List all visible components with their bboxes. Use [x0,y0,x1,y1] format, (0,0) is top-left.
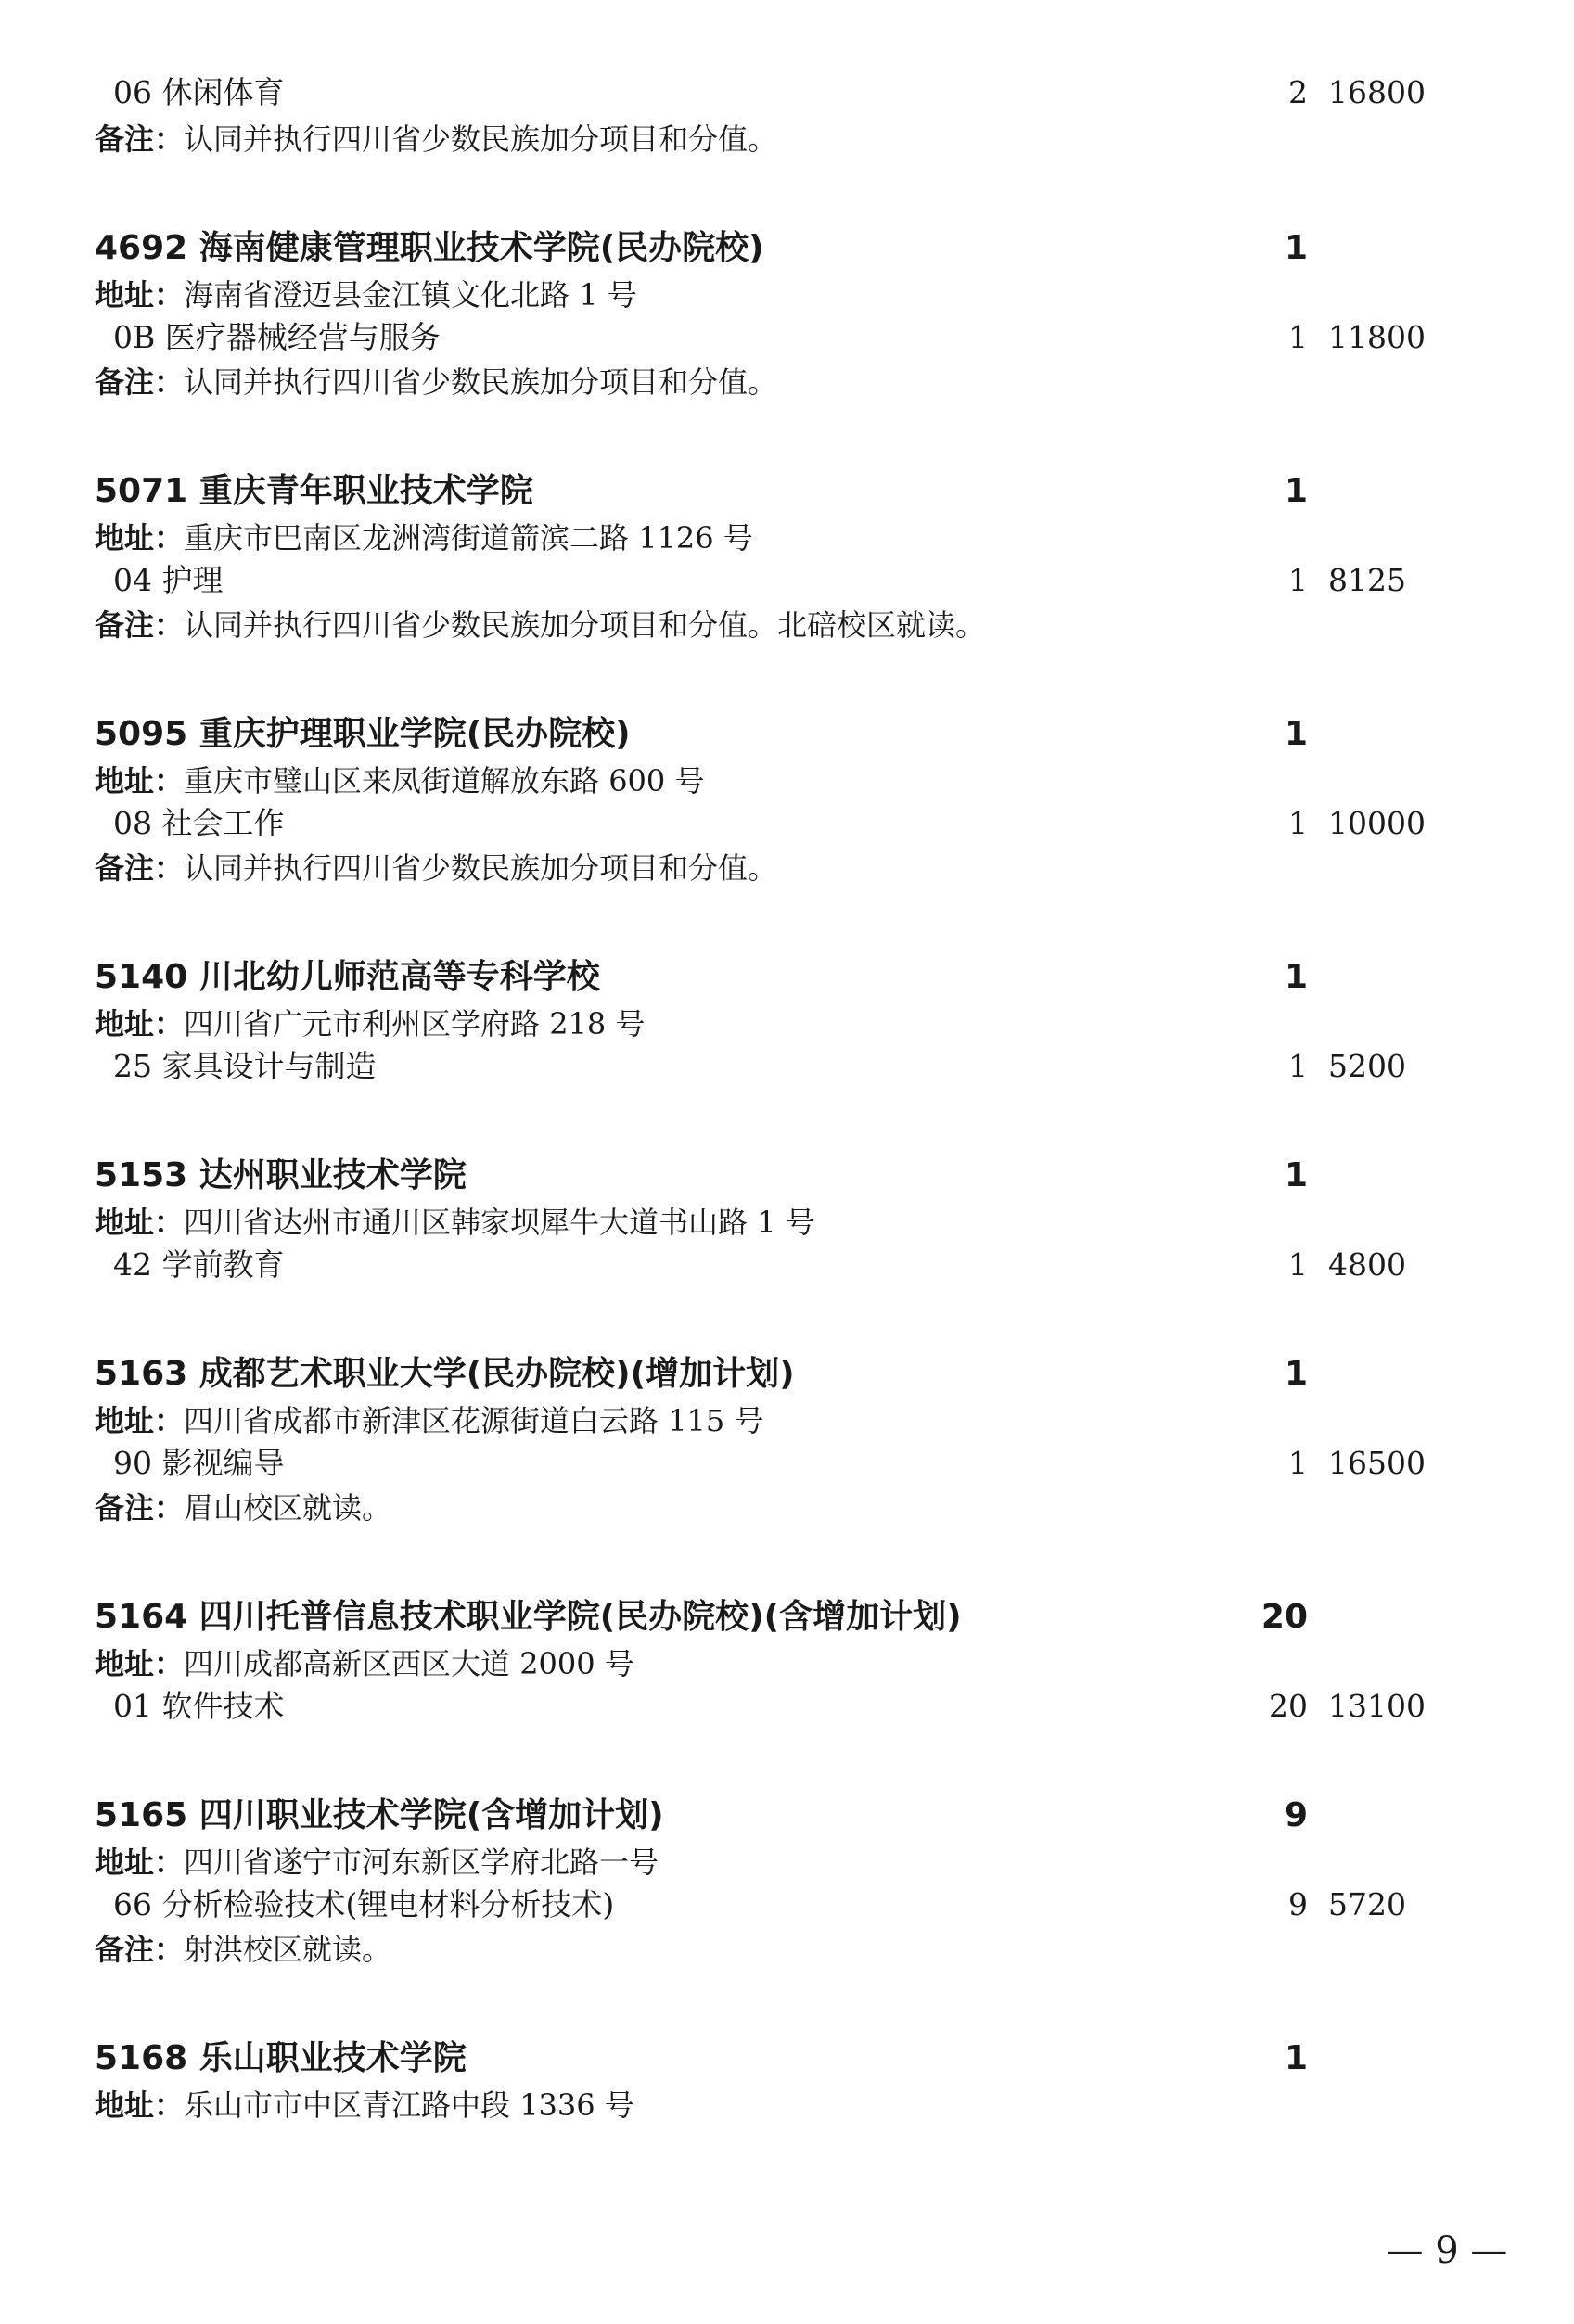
school-quota: 1 [1284,1156,1308,1194]
school-title: 5153 达州职业技术学院 [95,1156,467,1194]
school-header [0,1794,1574,1838]
major-code-name: 04 护理 [113,562,224,598]
address-row [0,1840,1574,1884]
school-quota: 1 [1284,715,1308,753]
address [95,516,753,560]
school-quota: 1 [1284,472,1308,510]
address-row [0,2083,1574,2127]
major-count: 2 [1288,74,1308,110]
address-text: 重庆市巴南区龙洲湾街道箭滨二路 1126 号 [184,520,753,555]
school-title: 5165 四川职业技术学院(含增加计划) [95,1796,664,1834]
address-label: 地址： [95,1845,185,1880]
address-text: 四川成都高新区西区大道 2000 号 [184,1646,634,1681]
remark-row [0,1927,1574,1972]
school-header [0,1154,1574,1198]
major-count: 9 [1288,1886,1308,1922]
remark-row [0,1486,1574,1530]
remark [95,117,777,161]
major-fee: 5200 [1328,1048,1406,1084]
address [95,1641,634,1686]
address [95,1200,815,1245]
address-row [0,1398,1574,1443]
address-label: 地址： [95,1646,185,1681]
remark-row [0,846,1574,890]
address-text: 乐山市市中区青江路中段 1336 号 [184,2088,634,2123]
address-label: 地址： [95,1205,185,1240]
remark [95,1486,391,1530]
major-code-name: 0B 医疗器械经营与服务 [113,319,441,355]
major-row [0,70,1574,115]
major-row [0,1883,1574,1927]
remark-label: 备注： [95,1490,185,1526]
address [95,759,704,803]
major-fee: 4800 [1328,1246,1406,1283]
major-count: 20 [1269,1688,1308,1724]
school-quota: 9 [1284,1796,1308,1834]
major-row [0,1044,1574,1089]
school-quota: 1 [1284,229,1308,267]
major-count: 1 [1288,562,1308,598]
remark-text: 认同并执行四川省少数民族加分项目和分值。 [184,364,778,400]
major-fee: 16500 [1328,1445,1426,1481]
school-quota: 20 [1260,1598,1308,1636]
major-code-name: 90 影视编导 [113,1445,285,1481]
major-row [0,1684,1574,1729]
address-text: 四川省广元市利州区学府路 218 号 [184,1006,646,1041]
address-row [0,759,1574,803]
major-code-name: 25 家具设计与制造 [113,1048,377,1084]
address-label: 地址： [95,1403,185,1438]
school-title: 4692 海南健康管理职业技术学院(民办院校) [95,229,764,267]
school-title: 5071 重庆青年职业技术学院 [95,472,533,510]
major-count: 1 [1288,1246,1308,1283]
address [95,2083,634,2127]
address-text: 海南省澄迈县金江镇文化北路 1 号 [184,277,637,313]
school-header [0,469,1574,514]
remark [95,603,985,647]
remark-label: 备注： [95,364,185,400]
major-fee: 11800 [1328,319,1426,355]
page-number: — 9 — [1386,2229,1508,2272]
school-title: 5168 乐山职业技术学院 [95,2039,467,2077]
address [95,1840,659,1884]
remark [95,1927,391,1972]
address [95,273,637,317]
school-quota: 1 [1284,1355,1308,1393]
major-fee: 16800 [1328,74,1426,110]
remark-text: 眉山校区就读。 [184,1490,392,1526]
remark-text: 认同并执行四川省少数民族加分项目和分值。 [184,850,778,886]
remark-label: 备注： [95,121,185,157]
major-row [0,558,1574,603]
address-row [0,273,1574,317]
major-code-name: 42 学前教育 [113,1246,285,1283]
remark-text: 射洪校区就读。 [184,1932,392,1967]
major-code-name: 66 分析检验技术(锂电材料分析技术) [113,1886,615,1922]
remark [95,846,777,890]
address-text: 重庆市璧山区来凤街道解放东路 600 号 [184,763,705,798]
school-header [0,712,1574,757]
address-row [0,1002,1574,1046]
address-label: 地址： [95,2088,185,2123]
school-title: 5164 四川托普信息技术职业学院(民办院校)(含增加计划) [95,1598,962,1636]
major-code-name: 06 休闲体育 [113,74,285,110]
major-count: 1 [1288,1445,1308,1481]
address-label: 地址： [95,763,185,798]
major-count: 1 [1288,319,1308,355]
school-quota: 1 [1284,2039,1308,2077]
school-header [0,955,1574,1000]
remark-row [0,603,1574,647]
address-text: 四川省达州市通川区韩家坝犀牛大道书山路 1 号 [184,1205,815,1240]
major-fee: 13100 [1328,1688,1426,1724]
major-code-name: 01 软件技术 [113,1688,285,1724]
address [95,1002,645,1046]
address [95,1398,763,1443]
address-label: 地址： [95,277,185,313]
remark-label: 备注： [95,1932,185,1967]
remark [95,360,777,404]
major-count: 1 [1288,805,1308,841]
major-fee: 8125 [1328,562,1406,598]
remark-label: 备注： [95,607,185,643]
address-row [0,1200,1574,1245]
address-text: 四川省遂宁市河东新区学府北路一号 [184,1845,659,1880]
major-code-name: 08 社会工作 [113,805,285,841]
address-text: 四川省成都市新津区花源街道白云路 115 号 [184,1403,764,1438]
address-row [0,1641,1574,1686]
school-title: 5163 成都艺术职业大学(民办院校)(增加计划) [95,1355,795,1393]
major-count: 1 [1288,1048,1308,1084]
remark-text: 认同并执行四川省少数民族加分项目和分值。 [184,121,778,157]
major-row [0,801,1574,846]
remark-row [0,117,1574,161]
remark-text: 认同并执行四川省少数民族加分项目和分值。北碚校区就读。 [184,607,986,643]
address-label: 地址： [95,520,185,555]
major-row [0,1441,1574,1486]
school-quota: 1 [1284,958,1308,996]
school-header [0,226,1574,271]
school-header [0,1595,1574,1640]
school-title: 5140 川北幼儿师范高等专科学校 [95,958,600,996]
school-title: 5095 重庆护理职业学院(民办院校) [95,715,631,753]
remark-row [0,360,1574,404]
address-label: 地址： [95,1006,185,1041]
major-fee: 10000 [1328,805,1426,841]
major-fee: 5720 [1328,1886,1406,1922]
remark-label: 备注： [95,850,185,886]
major-row [0,1243,1574,1287]
major-row [0,315,1574,360]
school-header [0,1352,1574,1397]
address-row [0,516,1574,560]
school-header [0,2037,1574,2081]
